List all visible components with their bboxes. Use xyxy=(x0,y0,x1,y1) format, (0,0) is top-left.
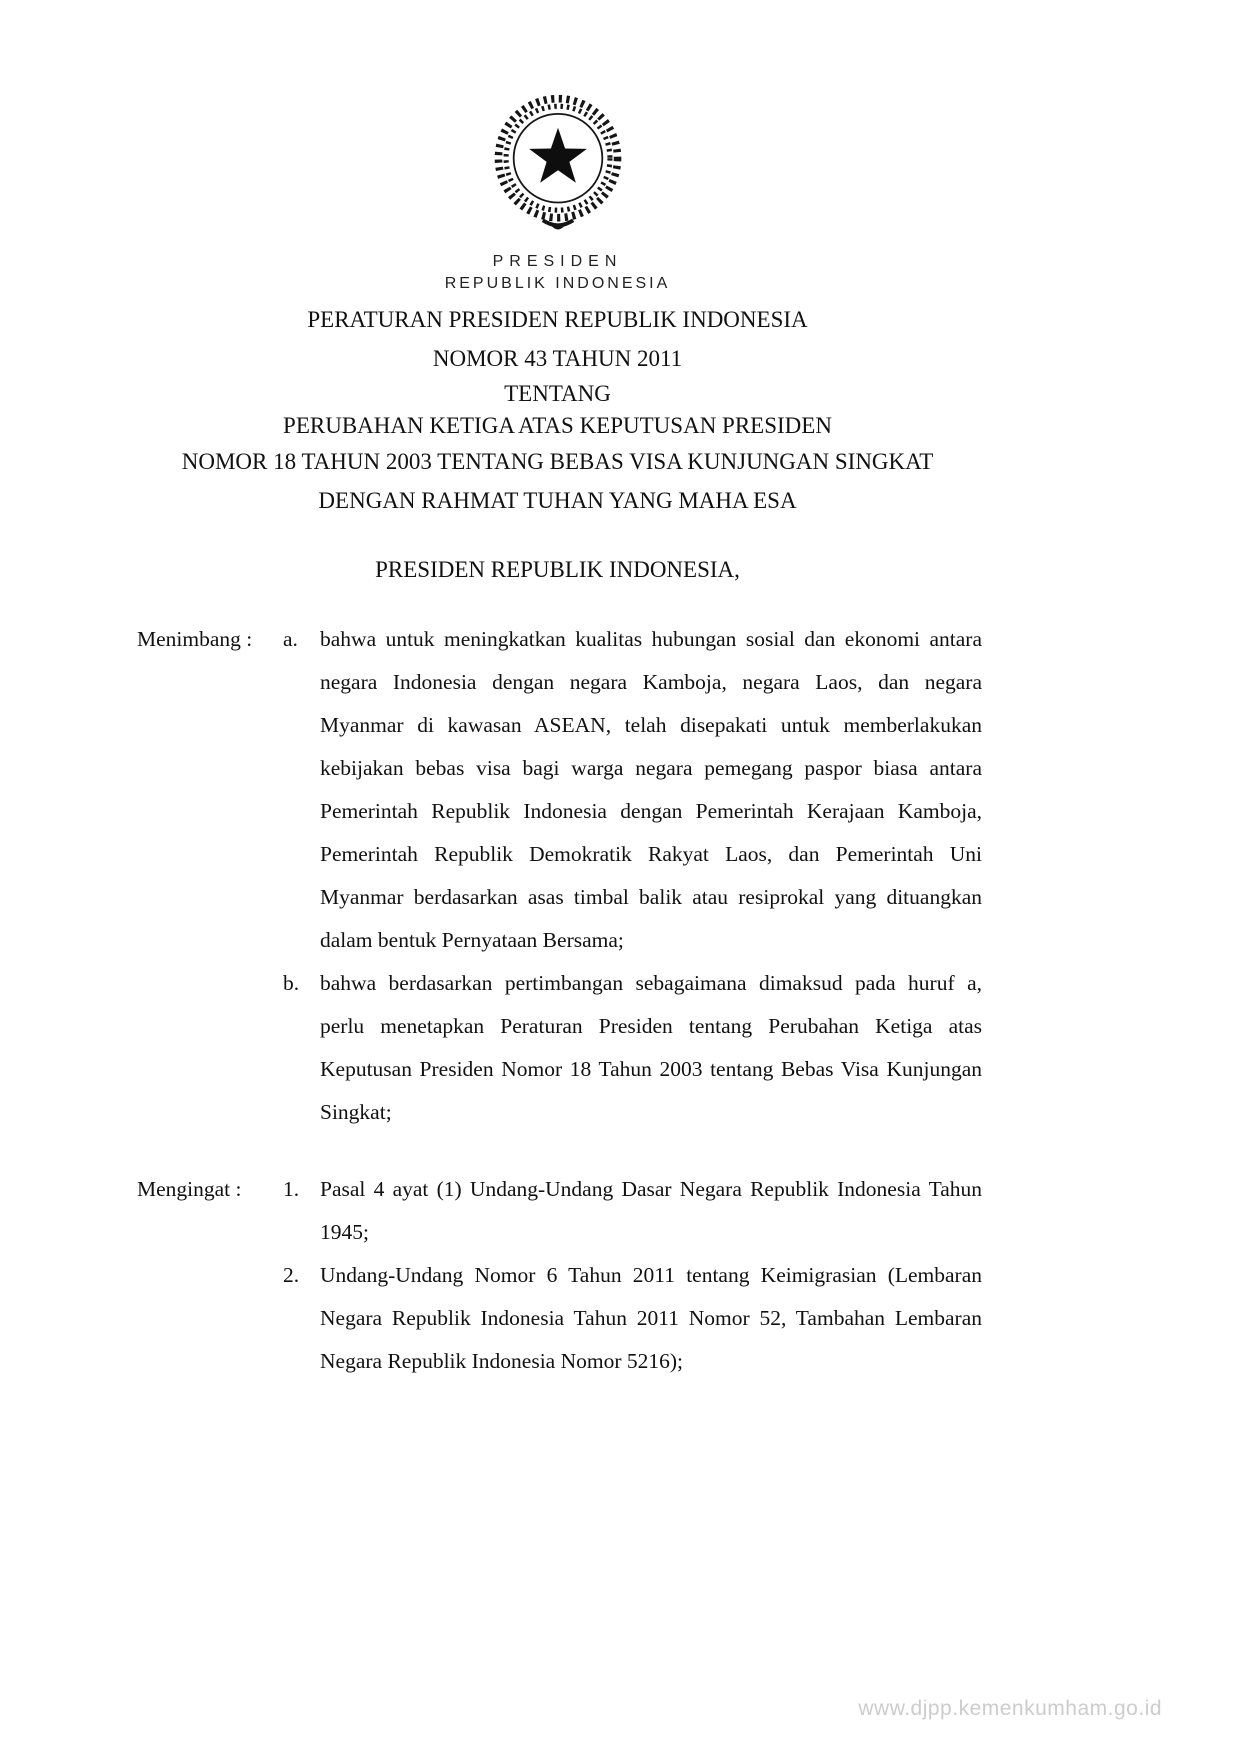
item-marker: 1. xyxy=(283,1177,300,1201)
item-text: bahwa untuk meningkatkan kualitas hubungan sosial dan ekonomi antara negara Indonesia dengan negara Kamboja, negara Laos, dan negara Myanmar di kawasan ASEAN, telah disepakati untuk memberlakukan kebijakan bebas visa bagi warga negara pemegang paspor biasa antara Pemerintah Republik Indonesia dengan Pemerintah Kerajaan Kamboja, Pemerintah Republik Demokratik Rakyat Laos, dan Pemerintah Uni Myanmar berdasarkan asas timbal balik atau resiprokal yang dituangkan dalam bentuk Pernyataan Bersama; xyxy=(320,627,982,952)
item-text: Pasal 4 ayat (1) Undang-Undang Dasar Negara Republik Indonesia Tahun 1945; xyxy=(320,1177,982,1244)
title-line-7: PRESIDEN REPUBLIK INDONESIA, xyxy=(375,557,740,582)
spacer xyxy=(137,1134,982,1168)
mengingat-label: Mengingat : xyxy=(137,1177,242,1201)
menimbang-label: Menimbang : xyxy=(137,627,253,651)
title-line-6: DENGAN RAHMAT TUHAN YANG MAHA ESA xyxy=(318,488,797,513)
seal-caption-presiden: PRESIDEN xyxy=(492,253,623,270)
seal-caption xyxy=(0,251,1115,295)
seal-block xyxy=(0,86,1115,295)
item-text: Undang-Undang Nomor 6 Tahun 2011 tentang Keimigrasian (Lembaran Negara Republik Indonesia Tahun 2011 Nomor 52, Tambahan Lembaran Negara Republik Indonesia Nomor 5216); xyxy=(320,1263,982,1373)
item-marker: a. xyxy=(283,627,298,651)
presidential-seal-icon xyxy=(482,86,634,238)
menimbang-item-b xyxy=(137,962,982,1134)
mengingat-item-1 xyxy=(137,1168,982,1254)
seal-caption-republik-indonesia: REPUBLIK INDONESIA xyxy=(444,275,671,292)
title-line-1: PERATURAN PRESIDEN REPUBLIK INDONESIA xyxy=(307,307,808,332)
title-line-2: NOMOR 43 TAHUN 2011 xyxy=(432,346,683,371)
mengingat-item-2 xyxy=(137,1254,982,1383)
title-line-4: PERUBAHAN KETIGA ATAS KEPUTUSAN PRESIDEN xyxy=(283,413,832,438)
clauses xyxy=(137,618,982,1383)
site-watermark: www.djpp.kemenkumham.go.id xyxy=(858,1697,1162,1720)
menimbang-item-a xyxy=(137,618,982,962)
item-text: bahwa berdasarkan pertimbangan sebagaimana dimaksud pada huruf a, perlu menetapkan Peraturan Presiden tentang Perubahan Ketiga atas Keputusan Presiden Nomor 18 Tahun 2003 tentang Bebas Visa Kunjungan Singkat; xyxy=(320,971,982,1124)
title-line-5: NOMOR 18 TAHUN 2003 TENTANG BEBAS VISA KUNJUNGAN SINGKAT xyxy=(181,449,934,474)
title-line-3: TENTANG xyxy=(504,381,611,406)
title-block xyxy=(0,300,1115,589)
item-marker: 2. xyxy=(283,1263,300,1287)
item-marker: b. xyxy=(283,971,300,995)
